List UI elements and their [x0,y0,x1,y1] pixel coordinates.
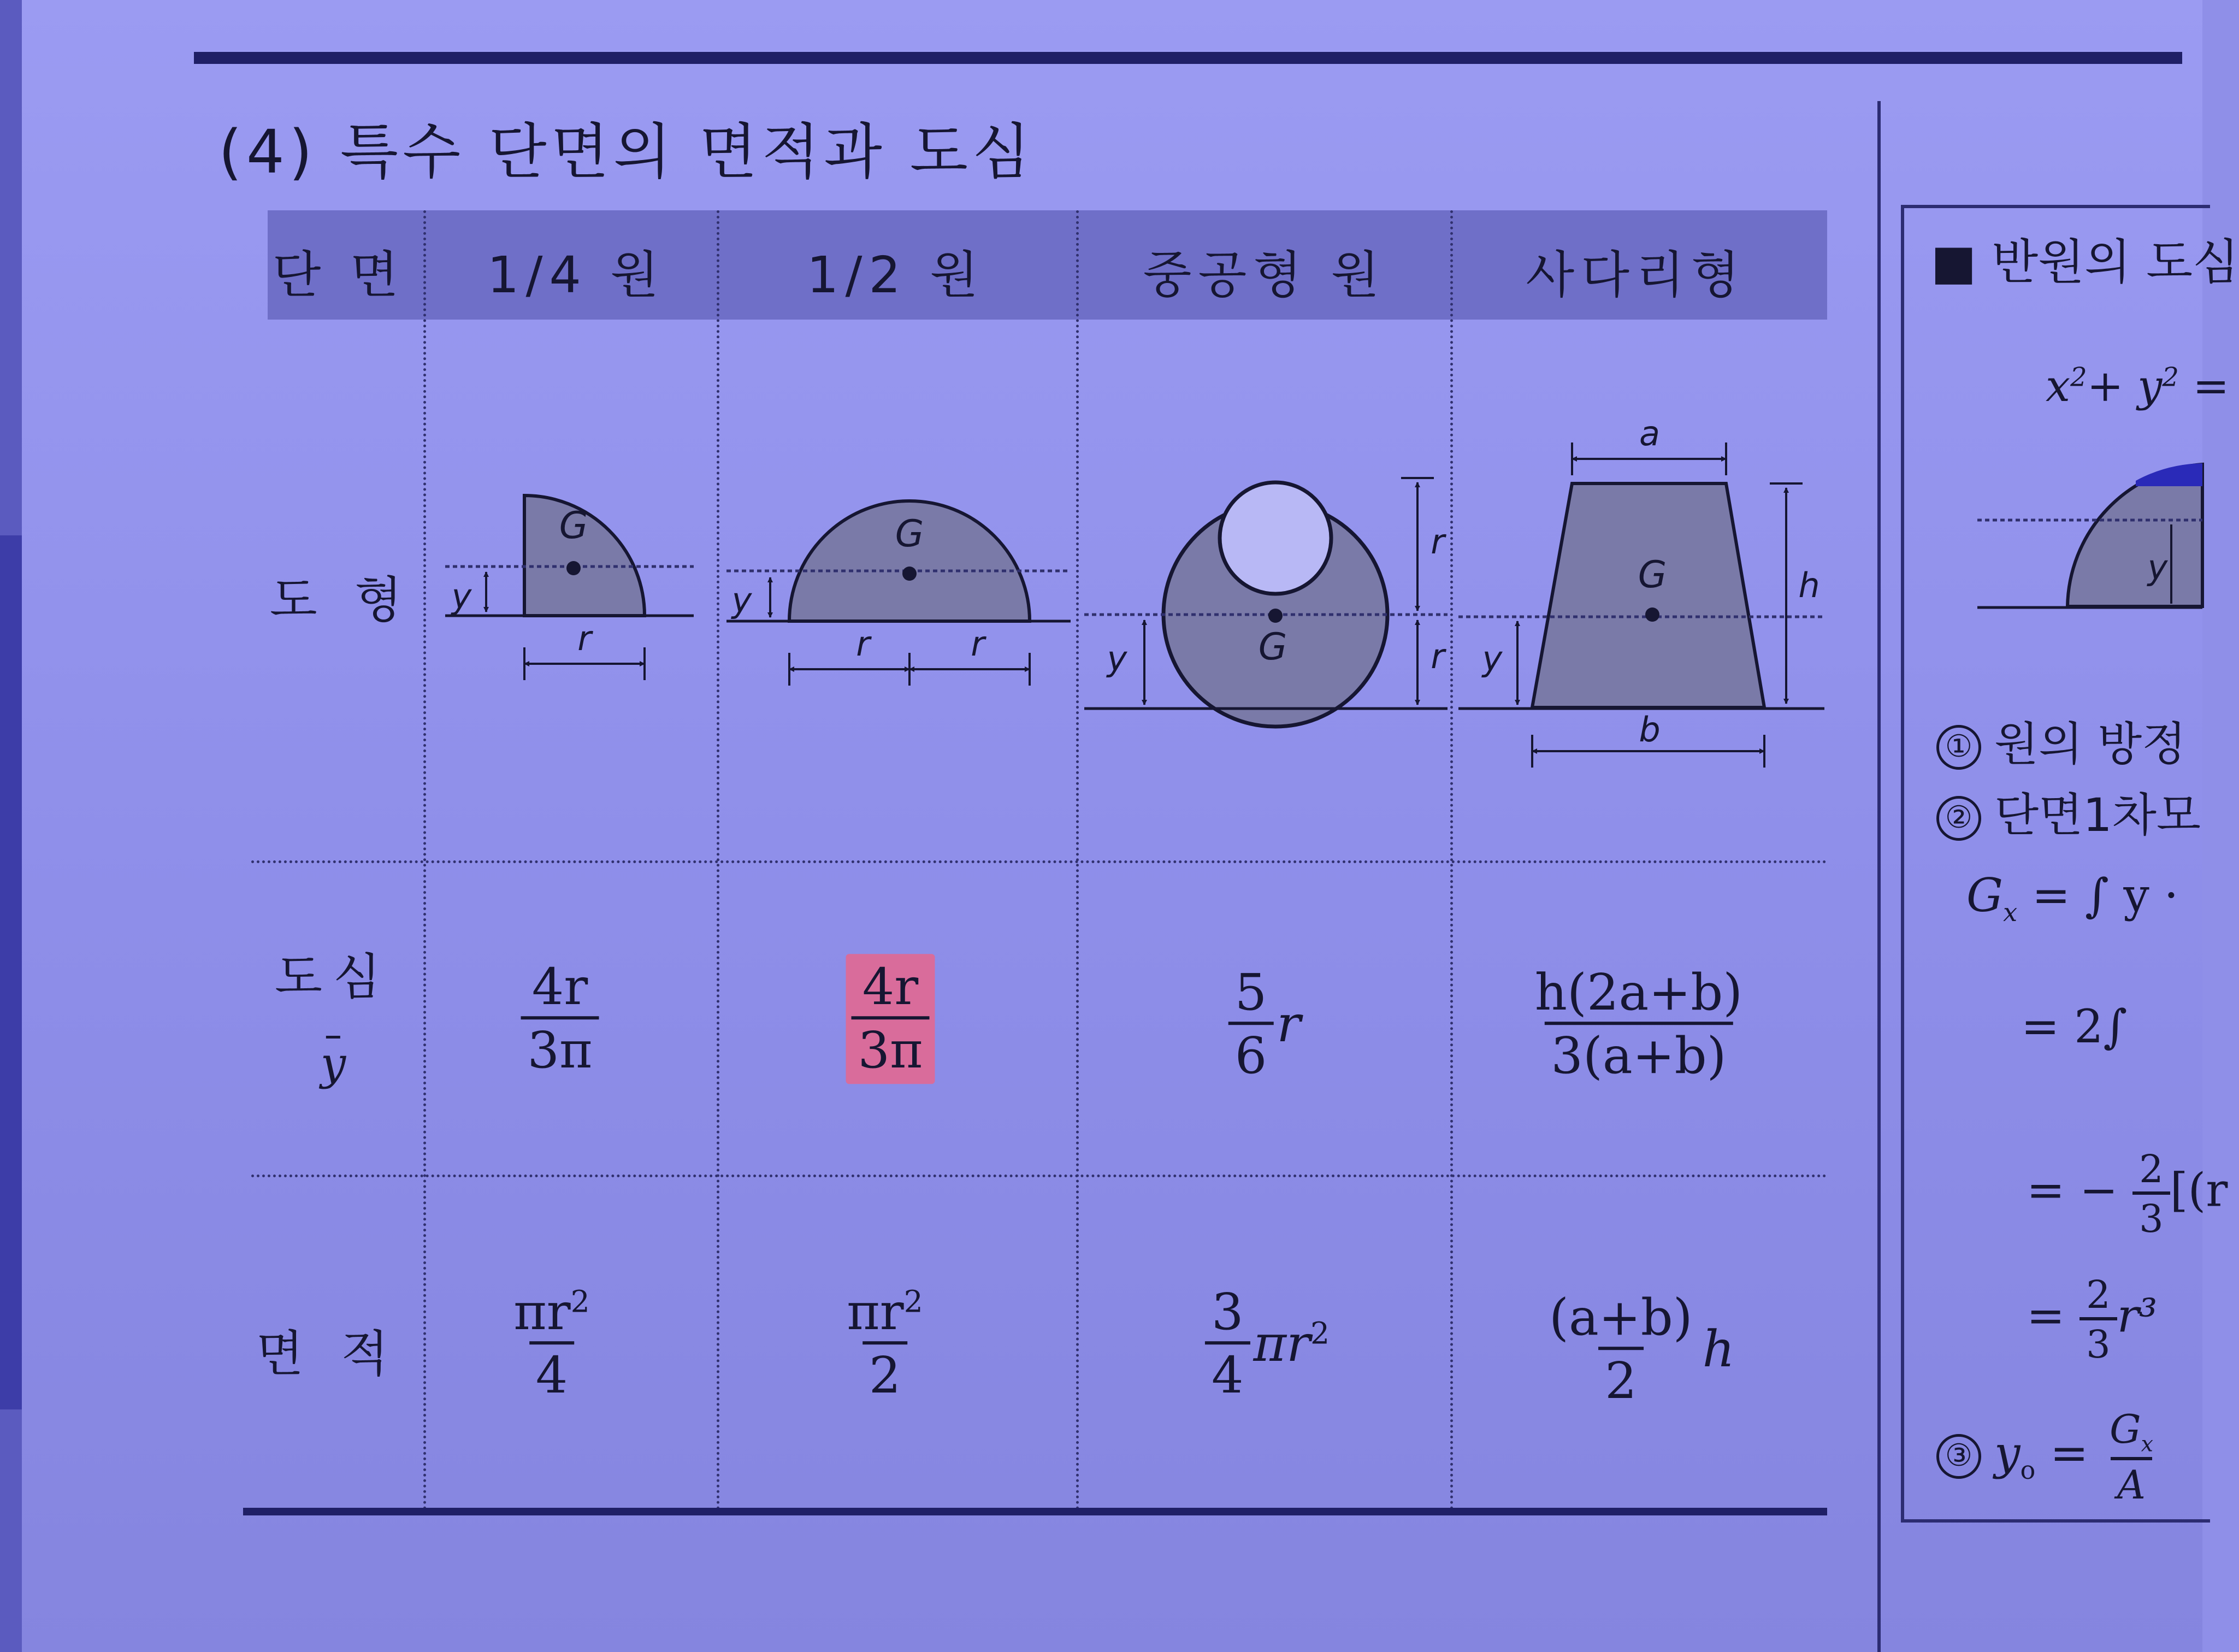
centroid-quarter: $\frac{4r}{3\pi}$ [521,958,599,1079]
top-rule [194,52,2182,64]
table-bottom-rule [243,1508,1827,1515]
sidebar-title: ■ 반원의 도심 [1931,234,2239,290]
centroid-hollow: $\frac{5}{6}$ r [1228,964,1301,1085]
hollow-centroid-label: G [1258,626,1287,669]
quarter-circle-figure [445,495,694,680]
quarter-ybar-label: y [451,576,472,616]
centroid-trapezoid: $\frac{h(2a+b)}{3(a+b)}$ [1534,963,1743,1085]
quarter-centroid-dot [566,561,581,575]
trapezoid-centroid-dot [1645,607,1659,622]
row-label-area: 면 적 [256,1325,400,1383]
section-table [251,210,1835,1521]
sidebar-step-2: ② 단면1차모 [1936,778,2201,845]
row-label-ybar: y [320,1038,346,1090]
trapezoid-height-label: h [1798,565,1820,605]
header-trapezoid: 사다리형 [1526,246,1746,304]
half-ybar-label: y [731,580,752,620]
sidebar-semicircle-figure [1977,393,2202,623]
sidebar-integral-1: $G_x$ = ∫ y · [1966,869,2179,927]
row-divider-2 [251,1175,1827,1177]
trapezoid-figure [1458,414,1824,768]
trapezoid-centroid-label: G [1638,553,1667,597]
book-spine [0,0,22,1652]
step-1-number: ① [1936,725,1981,770]
step-2-number: ② [1936,796,1981,841]
quarter-radius-label: r [577,618,592,658]
sidebar-step-1: ① 원의 방정 [1936,707,2186,774]
trapezoid-top-label: a [1639,414,1660,453]
shape-figures [251,210,1835,866]
hollow-centroid-dot [1268,609,1283,623]
sidebar-integral-4: = $\frac{2}{3}$ r³ [2027,1272,2158,1367]
step-3-number: ③ [1936,1434,1981,1479]
sidebar-equation: $x^2+ y^2$ = [2046,361,2230,411]
centroid-half [846,954,935,1084]
half-centroid-dot [902,567,917,581]
hollow-circle-figure [1084,478,1448,727]
column-separator [1877,101,1881,1652]
hollow-radius-label-top: r [1431,522,1445,562]
trapezoid-bottom-label: b [1639,710,1661,750]
half-circle-figure [726,501,1071,686]
section-title: (4) 특수 단면의 면적과 도심 [218,117,1035,187]
hollow-radius-label-bottom: r [1431,636,1445,676]
half-centroid-label: G [895,512,924,556]
row-label-shape: 도 형 [269,571,413,629]
row-label-centroid: 도심 [275,948,392,1006]
half-radius-label-left: r [856,624,870,664]
highlight-mark: $\frac{4r}{3\pi}$ [846,954,935,1084]
sidebar-ybar-label: y [2147,547,2168,587]
sidebar-integral-3: = − $\frac{2}{3}$ [(r [2027,1147,2228,1241]
header-hollow-circle: 중공형 원 [1143,246,1386,304]
half-radius-label-right: r [971,624,985,664]
sidebar-step-3: ③ $y_o$ = $\frac{G_x}{A}$ [1936,1407,2160,1508]
header-half-circle: 1/2 원 [806,246,985,304]
header-quarter-circle: 1/4 원 [487,246,666,304]
area-quarter: $\frac{\pi r^2}{4}$ [513,1283,590,1405]
header-section: 단 면 [272,246,405,304]
quarter-centroid-label: G [559,504,588,547]
spine-band [0,535,22,1409]
area-hollow: $\frac{3}{4}$ $\pi r^2$ [1205,1283,1330,1405]
hollow-ybar-label: y [1107,639,1127,678]
area-trapezoid: $\frac{(a+b)}{2}$ h [1549,1288,1735,1410]
area-half: $\frac{\pi r^2}{2}$ [847,1283,923,1405]
trapezoid-ybar-label: y [1482,639,1503,678]
sidebar-integral-2: = 2∫ [2021,1000,2128,1053]
